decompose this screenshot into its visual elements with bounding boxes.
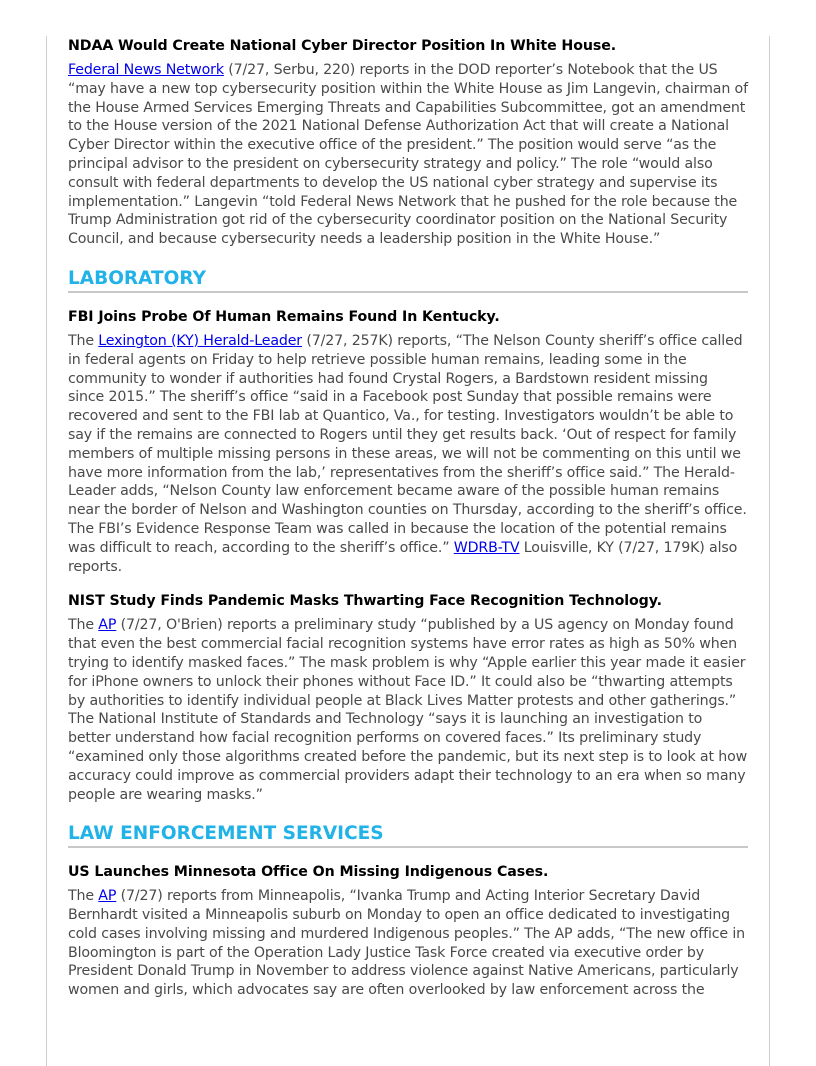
article-body: Federal News Network (7/27, Serbu, 220) reports in the DOD reporter’s Notebook that the US “may have a new top cybersecurity position within the White House as Jim Langevin, chairman of the House Armed Services Emerging Threats and Capabilities Subcommittee, got an amendment to the House version of the 2021 National Defense Authorization Act that will create a National Cyber Director within the executive office of the president.” The position would serve “as the principal advisor to the president on cybersecurity strategy and policy.” The role “would also consult with federal departments to develop the US national cyber strategy and supervise its implementation.” Langevin “told Federal News Network that he pushed for the role because the Trump Administration got rid of the cybersecurity coordinator position on the National Security Council, and because cybersecurity needs a leadership position in the White House.” [68,62,748,248]
source-link[interactable]: AP [98,888,117,905]
article-body: The Lexington (KY) Herald-Leader (7/27, 257K) reports, “The Nelson County sheriff’s office called in federal agents on Friday to help retrieve possible human remains, leading some in the community to wonder if authorities had found Crystal Rogers, a Bardstown resident missing since 2015.” The sheriff’s office “said in a Facebook post Sunday that possible remains were recovered and sent to the FBI lab at Quantico, Va., for testing. Investigators wouldn’t be able to say if the remains are connected to Rogers until they get results back. ‘Out of respect for family members of multiple missing persons in these areas, we will not be commenting on this until we have more information from the lab,’ representatives from the sheriff’s office said.” The Herald-Leader adds, “Nelson County law enforcement became aware of the possible human remains near the border of Nelson and Washington counties on Thursday, according to the sheriff’s office. The FBI’s Evidence Response Team was called in because the location of the potential remains was difficult to reach, according to the sheriff’s office.” WDRB-TV Louisville, KY (7/27, 179K) also reports. [68,332,747,575]
newsletter-content [68,36,748,1015]
source-link[interactable]: AP [98,617,117,634]
section-heading-laboratory: LABORATORY [68,268,748,293]
article-fbi-kentucky [68,307,748,576]
article-body: The AP (7/27, O'Brien) reports a preliminary study “published by a US agency on Monday found that even the best commercial facial recognition systems have error rates as high as 50% when trying to identify masked faces.” The mask problem is why “Apple earlier this year made it easier for iPhone owners to unlock their phones without Face ID.” It could also be “thwarting attempts by authorities to identify individual people at Black Lives Matter protests and other gatherings.” The National Institute of Standards and Technology “says it is launching an investigation to better understand how facial recognition performs on covered faces.” Its preliminary study “examined only those algorithms created before the pandemic, but its next step is to look at how accuracy could improve as commercial providers adapt their technology to an era when so many people are wearing masks.” [68,617,748,803]
article-title: NDAA Would Create National Cyber Director Position In White House. [68,38,617,54]
article-title: FBI Joins Probe Of Human Remains Found In Kentucky. [68,308,500,325]
article-ndaa-cyber-director [68,36,748,249]
article-nist-masks [68,591,748,804]
source-link[interactable]: Federal News Network [68,62,224,78]
article-title: NIST Study Finds Pandemic Masks Thwarting Face Recognition Technology. [68,593,662,610]
article-title: US Launches Minnesota Office On Missing Indigenous Cases. [68,864,549,881]
article-body: The AP (7/27) reports from Minneapolis, “Ivanka Trump and Acting Interior Secretary David Bernhardt visited a Minneapolis suburb on Monday to open an office dedicated to investigating cold cases involving missing and murdered Indigenous peoples.” The AP adds, “The new office in Bloomington is part of the Operation Lady Justice Task Force created via executive order by President Donald Trump in November to address violence against Native Americans, particularly women and girls, which advocates say are often overlooked by law enforcement across the [68,888,745,999]
article-minnesota-office [68,862,748,1000]
source-link[interactable]: Lexington (KY) Herald-Leader [98,332,302,349]
source-link-wdrb[interactable]: WDRB-TV [453,539,520,556]
section-heading-law-enforcement: LAW ENFORCEMENT SERVICES [68,823,748,848]
